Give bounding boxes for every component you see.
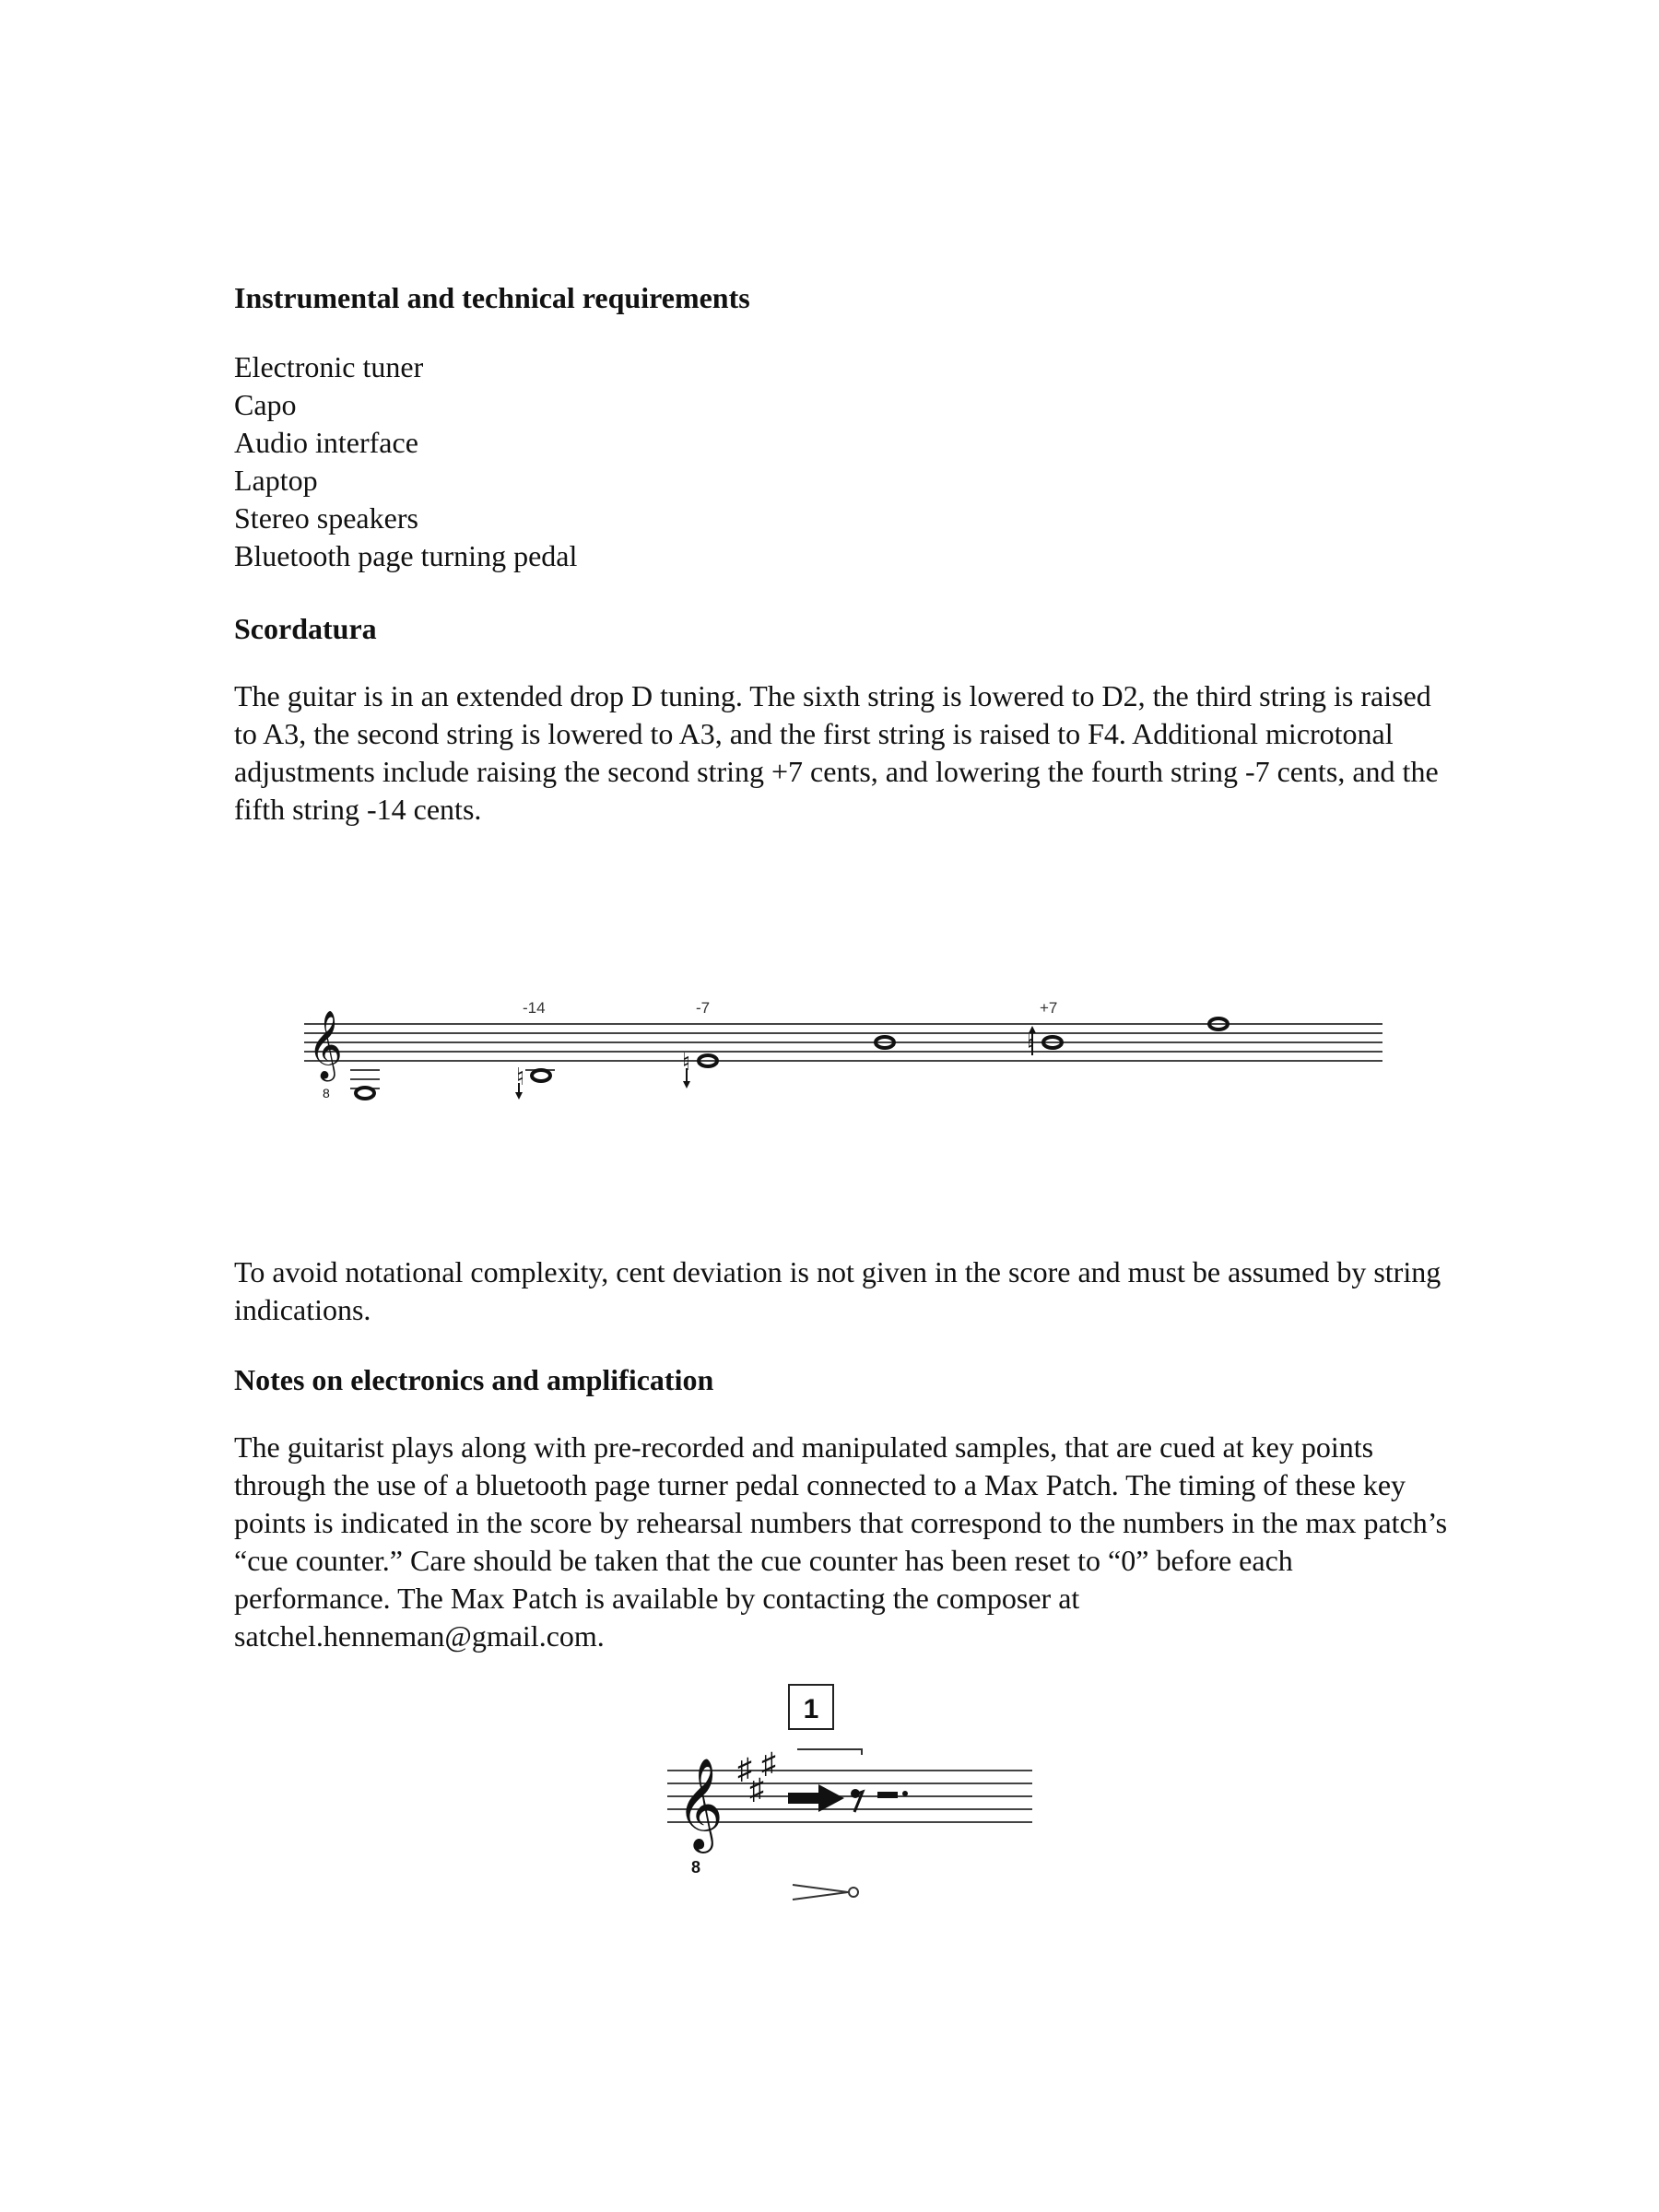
svg-text:♮: ♮ — [516, 1063, 525, 1090]
list-item: Laptop — [234, 464, 318, 497]
clef-octave-label: 8 — [691, 1858, 701, 1877]
svg-text:♮: ♮ — [1027, 1030, 1036, 1057]
sharp-icon: ♯ — [737, 1752, 752, 1785]
electronics-heading: Notes on electronics and amplification — [234, 1363, 714, 1396]
cent-label: -14 — [523, 999, 546, 1017]
treble-clef-icon: 𝄞 — [308, 1011, 343, 1077]
list-item: Bluetooth page turning pedal — [234, 539, 578, 572]
clef-octave-label: 8 — [323, 1086, 330, 1100]
arrow-notehead-icon — [788, 1784, 844, 1812]
treble-clef-icon: 𝄞 — [677, 1759, 724, 1848]
requirements-heading: Instrumental and technical requirements — [234, 281, 750, 314]
svg-text:♮: ♮ — [682, 1048, 691, 1076]
cent-label: +7 — [1040, 999, 1058, 1017]
list-item: Capo — [234, 388, 297, 421]
list-item: Electronic tuner — [234, 350, 424, 383]
note-a2-minus14 — [515, 1063, 555, 1100]
sharp-icon: ♯ — [749, 1772, 764, 1806]
tuning-staff-figure — [295, 991, 1392, 1138]
rehearsal-number: 1 — [803, 1694, 819, 1724]
scordatura-heading: Scordatura — [234, 612, 377, 645]
requirements-list — [234, 348, 1451, 575]
cue-example-figure — [664, 1677, 1051, 1908]
note-d2 — [350, 1070, 380, 1099]
note-d3-minus7 — [682, 1048, 717, 1088]
cent-label: -7 — [696, 999, 711, 1017]
electronics-paragraph: The guitarist plays along with pre-recorded and manipulated samples, that are cued at key points through the use of a bluetooth page turner pedal connected to a Max Patch. The timing of these key points is indicated in the score by rehearsal numbers that correspond to the numbers in the max patch’s “cue counter.” Care should be taken that the cue counter has been reset to “0” before each performance. The Max Patch is available by contacting the composer at satchel.henneman@gmail.com. — [234, 1430, 1448, 1653]
sharp-icon: ♯ — [761, 1747, 776, 1780]
decrescendo-niente-icon — [793, 1885, 858, 1900]
list-item: Stereo speakers — [234, 501, 418, 535]
scordatura-paragraph: The guitar is in an extended drop D tuning. The sixth string is lowered to D2, the third string is raised to A3, the second string is lowered to A3, and the first string is raised to F4. Additional microtonal adjustments include raising the second string +7 cents, and lowering the fourth string -7 cents, and the fifth string -14 cents. — [234, 679, 1439, 826]
cent-deviation-note: To avoid notational complexity, cent deviation is not given in the score and must be assumed by string indications. — [234, 1255, 1441, 1326]
list-item: Audio interface — [234, 426, 418, 459]
